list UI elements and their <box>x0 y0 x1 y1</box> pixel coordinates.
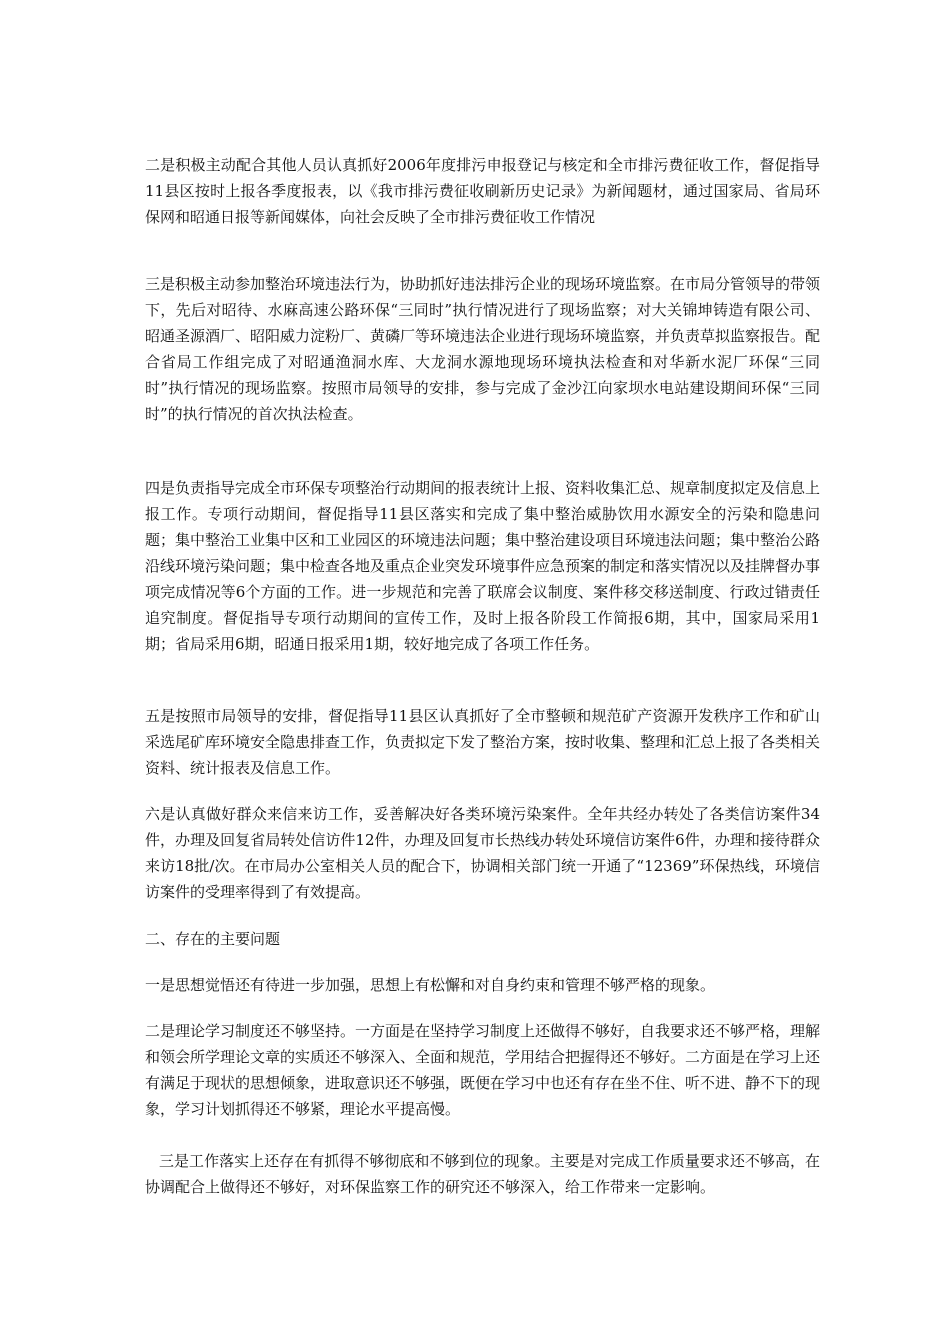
paragraph-mining-order: 五是按照市局领导的安排，督促指导11县区认真抓好了全市整顿和规范矿产资源开发秩序工作和矿山采选尾矿库环境安全隐患排查工作，负责拟定下发了整治方案，按时收集、整理和汇总上报了各类相关资料、统计报表及信息工作。 <box>145 707 821 777</box>
paragraph-problem-three: 三是工作落实上还存在有抓得不够彻底和不够到位的现象。主要是对完成工作质量要求还不够高，在协调配合上做得还不够好，对环保监察工作的研究还不够深入，给工作带来一定影响。 <box>145 1152 820 1196</box>
section-heading-problems: 二、存在的主要问题 <box>145 930 281 948</box>
paragraph-emission-fee: 二是积极主动配合其他人员认真抓好2006年度排污申报登记与核定和全市排污费征收工作，督促指导11县区按时上报各季度报表，以《我市排污费征收刷新历史记录》为新闻题材，通过国家局、省局环保网和昭通日报等新闻媒体，向社会反映了全市排污费征收工作情况 <box>145 156 820 226</box>
paragraph-problem-two: 二是理论学习制度还不够坚持。一方面是在坚持学习制度上还做得不够好，自我要求还不够严格，理解和领会所学理论文章的实质还不够深入、全面和规范，学用结合把握得还不够好。二方面是在学习上还有满足于现状的思想倾象，进取意识还不够强，既便在学习中也还有存在坐不住、听不进、静不下的现象，学习计划抓得还不够紧，理论水平提高慢。 <box>145 1022 821 1118</box>
paragraph-petition-work: 六是认真做好群众来信来访工作，妥善解决好各类环境污染案件。全年共经办转处了各类信访案件34件，办理及回复省局转处信访件12件，办理及回复市长热线办转处环境信访案件6件，办理和接待群众来访18批/次。在市局办公室相关人员的配合下，协调相关部门统一开通了“12369”环保热线，环境信访案件的受理率得到了有效提高。 <box>145 805 820 901</box>
paragraph-environmental-inspection: 三是积极主动参加整治环境违法行为，协助抓好违法排污企业的现场环境监察。在市局分管领导的带领下，先后对昭待、水麻高速公路环保“三同时”执行情况进行了现场监察；对大关锦坤铸造有限公司、昭通圣源酒厂、昭阳威力淀粉厂、黄磷厂等环境违法企业进行现场环境监察，并负责草拟监察报告。配合省局工作组完成了对昭通渔洞水库、大龙洞水源地现场环境执法检查和对华新水泥厂环保“三同时”执行情况的现场监察。按照市局领导的安排，参与完成了金沙江向家坝水电站建设期间环保“三同时”的执行情况的首次执法检查。 <box>145 275 821 423</box>
paragraph-special-rectification: 四是负责指导完成全市环保专项整治行动期间的报表统计上报、资料收集汇总、规章制度拟定及信息上报工作。专项行动期间，督促指导11县区落实和完成了集中整治威胁饮用水源安全的污染和隐患问题；集中整治工业集中区和工业园区的环境违法问题；集中整治建设项目环境违法问题；集中整治公路沿线环境污染问题；集中检查各地及重点企业突发环境事件应急预案的制定和落实情况以及挂牌督办事项完成情况等6个方面的工作。进一步规范和完善了联席会议制度、案件移交移送制度、行政过错责任追究制度。督促指导专项行动期间的宣传工作，及时上报各阶段工作简报6期，其中，国家局采用1期；省局采用6期，昭通日报采用1期，较好地完成了各项工作任务。 <box>145 479 821 653</box>
paragraph-problem-one: 一是思想觉悟还有待进一步加强，思想上有松懈和对自身约束和管理不够严格的现象。 <box>145 976 716 994</box>
